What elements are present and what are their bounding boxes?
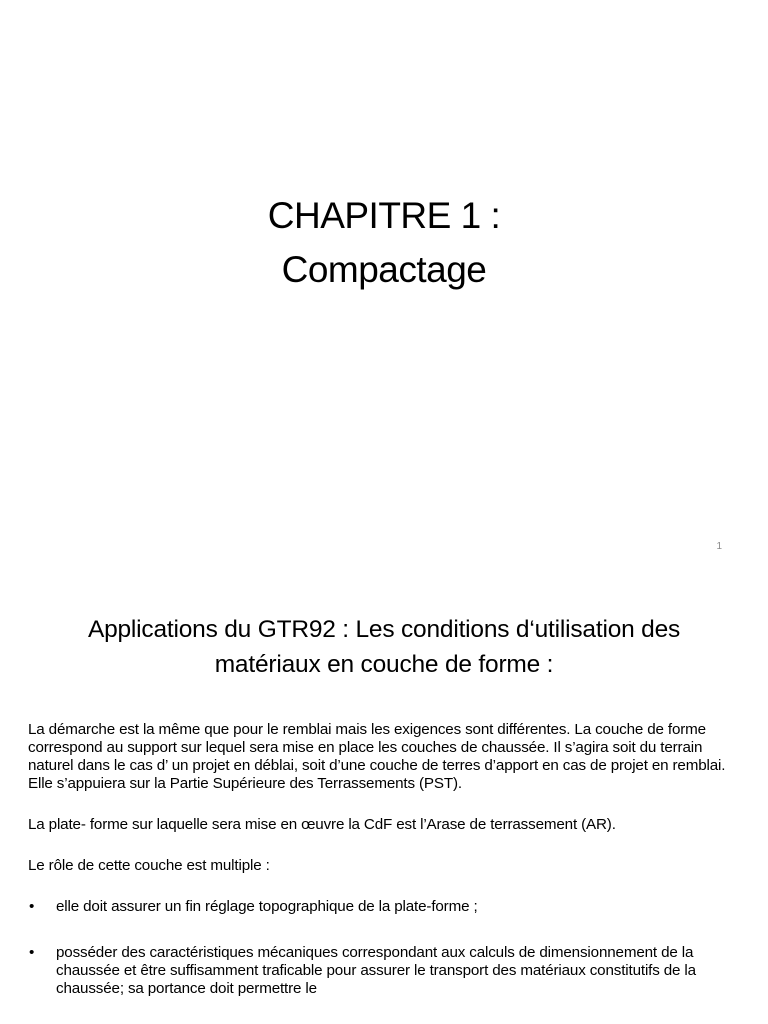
page-number: 1 bbox=[716, 541, 722, 552]
content-slide bbox=[0, 577, 768, 1024]
paragraph-intro: La démarche est la même que pour le remblai mais les exigences sont différentes. La couche de forme correspond au support sur lequel sera mise en place les couches de chaussée. Il s’agira soit du terrain naturel dans le cas d’ un projet en déblai, soit d’une couche de terres d’apport en cas de projet en remblai. Elle s’appuiera sur la Partie Supérieure des Terrassements (PST). bbox=[28, 721, 726, 792]
paragraph-plateforme: La plate- forme sur laquelle sera mise en œuvre la CdF est l’Arase de terrassement (AR). bbox=[28, 816, 616, 833]
list-item bbox=[28, 898, 740, 916]
slide-heading bbox=[20, 612, 748, 682]
paragraph-role: Le rôle de cette couche est multiple : bbox=[28, 857, 270, 874]
bullet-icon: • bbox=[29, 898, 35, 915]
bullet-text: posséder des caractéristiques mécaniques correspondant aux calculs de dimensionnement de la chaussée et être suffisamment traficable pour assurer le transport des matériaux constitutifs de la chaussée; sa portance doit permettre le bbox=[56, 944, 696, 997]
heading-line-1: Applications du GTR92 : Les conditions d‘utilisation des bbox=[87, 616, 681, 643]
role-bullet-list bbox=[28, 898, 740, 998]
title-line-subject: Compactage bbox=[281, 249, 487, 290]
bullet-text: elle doit assurer un fin réglage topographique de la plate-forme ; bbox=[56, 898, 478, 915]
slide-title bbox=[0, 189, 768, 297]
heading-line-2: matériaux en couche de forme : bbox=[214, 651, 554, 678]
title-line-chapter: CHAPITRE 1 : bbox=[267, 195, 501, 236]
slide-body bbox=[28, 721, 740, 1024]
list-item bbox=[28, 944, 740, 998]
bullet-icon: • bbox=[29, 944, 35, 961]
